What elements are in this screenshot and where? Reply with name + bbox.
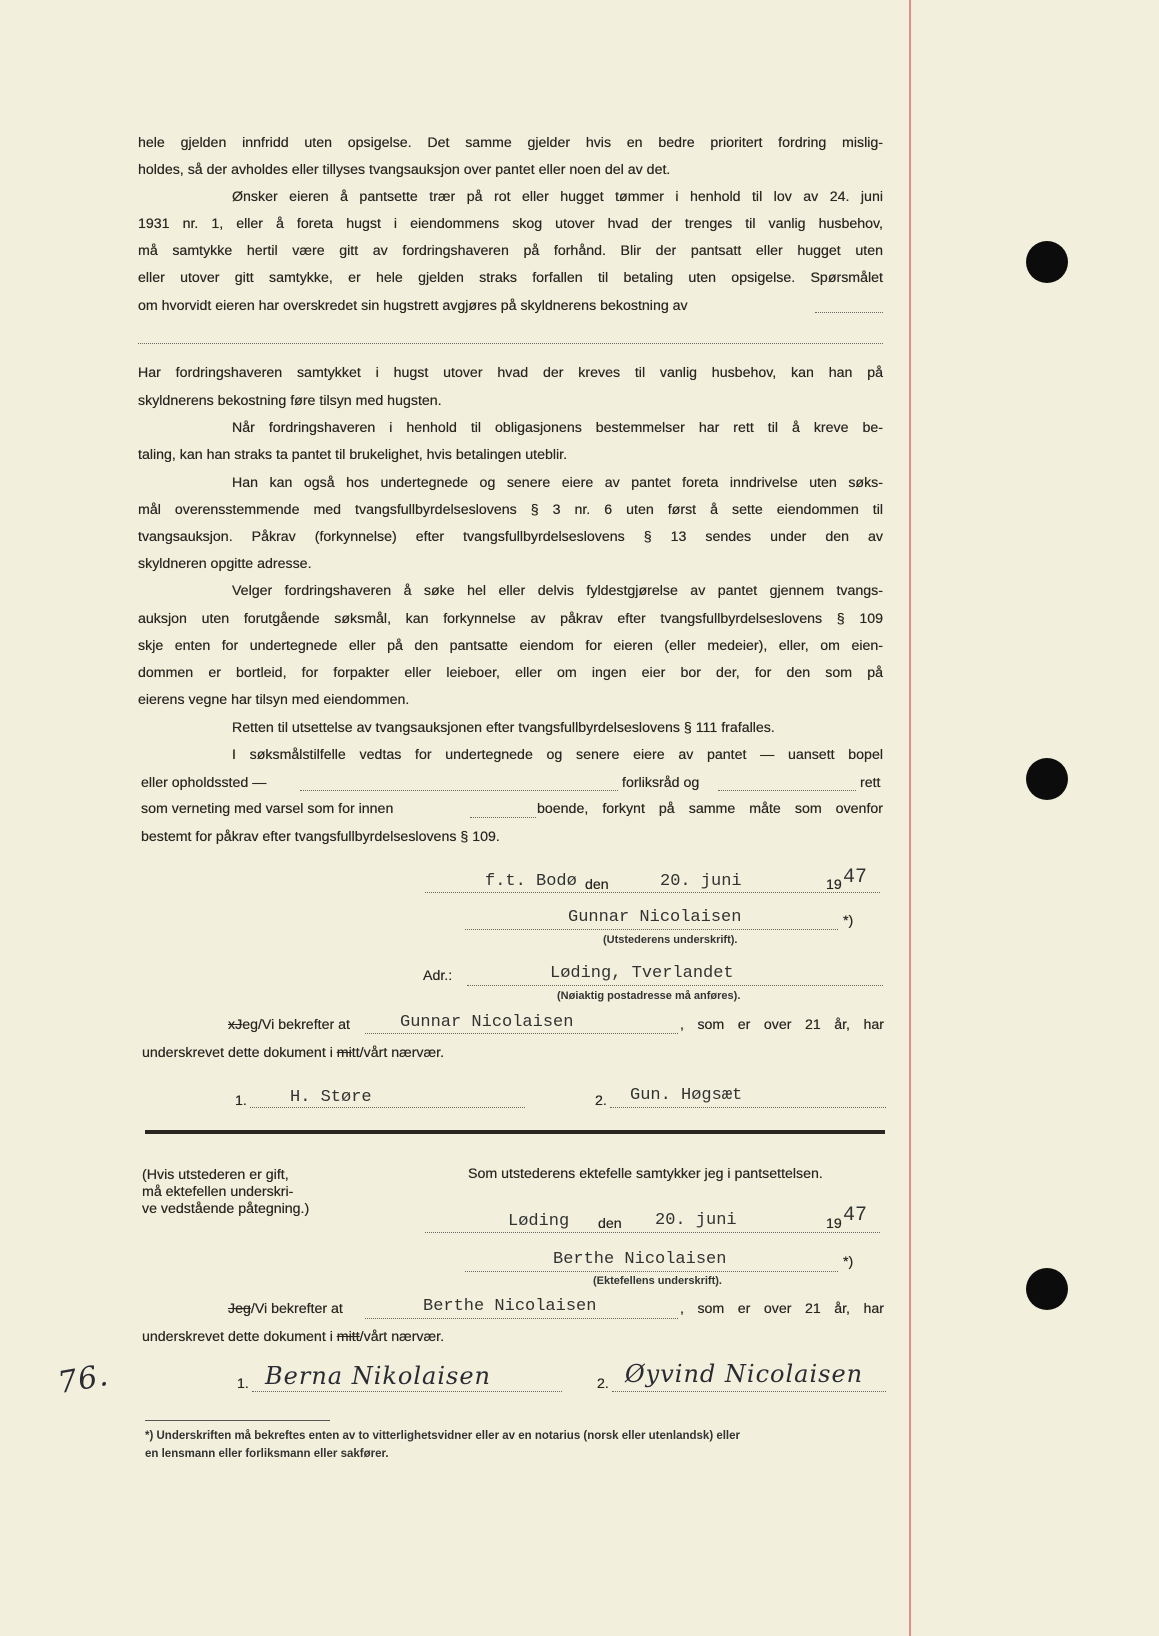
signature-field[interactable] [465,1271,838,1272]
witness-1-handwritten: Berna Nikolaisen [265,1362,492,1390]
confirm-text [228,1300,343,1318]
body-line: om hvorvidt eieren har overskredet sin hugstrett avgjøres på skyldnerens bekostning av [138,298,688,314]
body-line: skyldneren opgitte adresse. [138,556,312,572]
den-label: den [585,877,609,893]
body-line: bestemt for påkrav efter tvangsfullbyrdelseslovens § 109. [141,829,500,845]
struck-text: Jeg [228,1301,251,1317]
body-line: eller utover gitt samtykke, er hele gjelden straks forfallen til betaling uten opsigelse. Spørsmålet [138,270,883,286]
body-line: taling, kan han straks ta pantet til brukelighet, hvis betalingen uteblir. [138,447,568,463]
witness-field[interactable] [252,1391,562,1392]
spouse-note: (Hvis utstederen er gift, [142,1167,289,1183]
witness-2-handwritten: Øyvind Nicolaisen [625,1360,864,1388]
punch-hole [1026,758,1068,800]
body-line: Ønsker eieren å pantsette trær på rot eller hugget tømmer i henhold til lov av 24. juni [232,189,883,205]
punch-hole [1026,1268,1068,1310]
struck-text: mitt [336,1329,360,1345]
spouse-date: 20. juni [655,1211,737,1230]
body-line: Har fordringshaveren samtykket i hugst utover hvad der kreves til vanlig husbehov, kan han på [138,365,883,381]
spouse-signature: Berthe Nicolaisen [553,1250,727,1269]
spouse-consent: Som utstederens ektefelle samtykker jeg i pantsettelsen. [468,1166,823,1182]
issuer-date: 20. juni [660,872,742,891]
confirm-suffix: , som er over 21 år, har [680,1017,884,1033]
witness-number: 2. [595,1093,607,1109]
blank-field[interactable] [138,343,883,344]
blank-field[interactable] [815,312,883,313]
presence-a: underskrevet dette dokument i [142,1045,337,1061]
body-line: tvangsauksjon. Påkrav (forkynnelse) efter tvangsfullbyrdelseslovens § 13 sendes under den av [138,529,883,545]
body-line: 1931 nr. 1, eller å foreta hugst i eiendommens skog utover hvad der trenges til vanlig husbehov, [138,216,883,232]
blank-field[interactable] [718,790,856,791]
confirm-name: Berthe Nicolaisen [423,1297,597,1316]
witness-field[interactable] [610,1107,886,1108]
margin-note: 76. [55,1357,112,1402]
confirm-prefix: eg/Vi bekrefter at [242,1017,350,1033]
footnote-rule [145,1420,330,1421]
address-field[interactable] [467,985,883,986]
issuer-address: Løding, Tverlandet [550,964,734,983]
blank-field[interactable] [300,790,618,791]
body-line: hele gjelden innfridd uten opsigelse. Det samme gjelder hvis en bedre prioritert fordring mislig- [138,135,883,151]
body-line: Han kan også hos undertegnede og senere eiere av pantet foreta inndrivelse uten søks- [232,475,883,491]
struck-text: mi [336,1045,352,1061]
address-caption: (Nøiaktig postadresse må anføres). [557,990,741,1002]
signature-caption: (Ektefellens underskrift). [593,1275,722,1287]
body-line: dommen er bortleid, for forpakter eller leieboer, eller om ingen eier bor der, for den som på [138,665,883,681]
witness-1: H. Støre [290,1088,372,1107]
den-label: den [598,1216,622,1232]
witness-number: 2. [597,1376,609,1392]
signature-caption: (Utstederens underskrift). [603,934,738,946]
body-line: skyldnerens bekostning føre tilsyn med hugsten. [138,393,442,409]
footnote-mark: *) [843,913,854,929]
struck-text: xJ [228,1017,243,1033]
place-date-field[interactable] [425,892,880,893]
footnote-mark: *) [843,1254,854,1270]
spouse-note: må ektefellen underskri- [142,1184,294,1200]
presence-b: tt/vårt nærvær. [351,1045,445,1061]
confirm-name: Gunnar Nicolaisen [400,1013,574,1032]
blank-field[interactable] [470,817,536,818]
body-line: holdes, så der avholdes eller tillyses tvangsauksjon over pantet eller noen del av det. [138,162,671,178]
year-suffix: 47 [843,1204,868,1227]
body-line: skje enten for undertegnede eller på den pantsatte eiendom for eieren (eller medeier), eller, om eien- [138,638,883,654]
section-divider [145,1130,885,1134]
body-line: Retten til utsettelse av tvangsauksjonen efter tvangsfullbyrdelseslovens § 111 frafalles. [232,720,775,736]
issuer-signature: Gunnar Nicolaisen [568,908,742,927]
year-prefix: 19 [826,1216,842,1232]
venue-text: boende, forkynt på samme måte som ovenfor [537,801,883,817]
confirm-text [228,1016,350,1034]
spouse-note: ve vedstående påtegning.) [142,1201,310,1217]
presence-text [142,1044,444,1062]
confirm-name-field[interactable] [365,1318,678,1319]
place-date-field[interactable] [425,1232,880,1233]
body-line: I søksmålstilfelle vedtas for undertegnede og senere eiere av pantet — uansett bopel [232,747,883,763]
body-line: eierens vegne har tilsyn med eiendommen. [138,692,410,708]
venue-text: rett [860,775,881,791]
body-line: mål overensstemmende med tvangsfullbyrdelseslovens § 3 nr. 6 uten først å sette eiendommen til [138,502,883,518]
footnote-line: *) Underskriften må bekreftes enten av to vitterlighetsvidner eller av en notarius (norsk eller utenlandsk) eller [145,1430,740,1442]
witness-field[interactable] [612,1391,886,1392]
punch-hole [1026,241,1068,283]
witness-number: 1. [237,1376,249,1392]
body-line: auksjon uten forutgående søksmål, kan forkynnelse av påkrav efter tvangsfullbyrdelseslovens § 109 [138,611,883,627]
body-line: må samtykke hertil være gitt av fordringshaveren på forhånd. Blir der pantsatt eller hugget uten [138,243,883,259]
body-line: Når fordringshaveren i henhold til obligasjonens bestemmelser har rett til å kreve be- [232,420,883,436]
margin-rule [909,0,911,1636]
witness-2: Gun. Høgsæt [630,1086,743,1105]
footnote-line: en lensmann eller forliksmann eller sakfører. [145,1448,389,1460]
venue-text: som verneting med varsel som for innen [141,801,394,817]
witness-number: 1. [235,1093,247,1109]
confirm-name-field[interactable] [365,1033,678,1034]
body-line: Velger fordringshaveren å søke hel eller delvis fyldestgjørelse av pantet gjennem tvangs- [232,583,883,599]
presence-a: underskrevet dette dokument i [142,1329,337,1345]
address-label: Adr.: [423,968,453,984]
presence-text [142,1328,444,1346]
year-suffix: 47 [843,866,868,889]
spouse-place: Løding [508,1212,570,1231]
issuer-place: f.t. Bodø [485,872,577,891]
venue-text: forliksråd og [622,775,700,791]
signature-field[interactable] [465,929,838,930]
venue-text: eller opholdssted — [141,775,267,791]
presence-b: /vårt nærvær. [359,1329,445,1345]
confirm-suffix: , som er over 21 år, har [680,1301,884,1317]
year-prefix: 19 [826,877,842,893]
confirm-prefix: /Vi bekrefter at [250,1301,343,1317]
